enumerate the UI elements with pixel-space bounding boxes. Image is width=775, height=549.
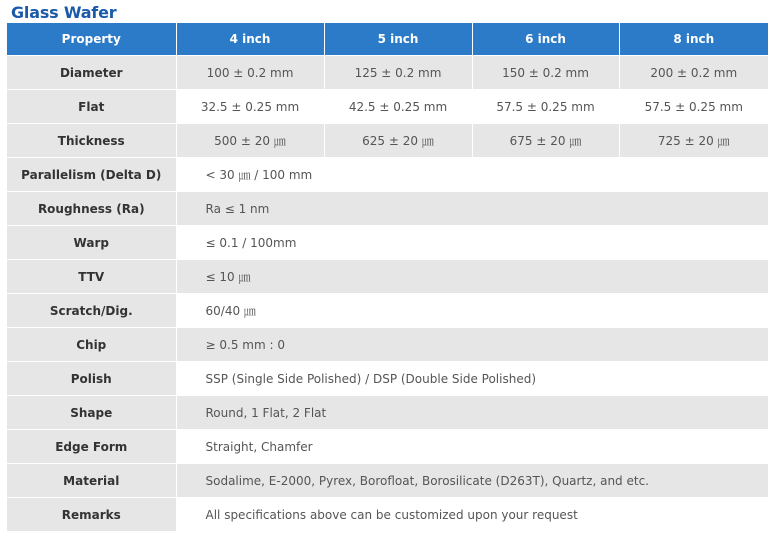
row-label: Chip: [7, 328, 176, 362]
table-row-remarks: [7, 498, 768, 532]
table-row-polish: [7, 362, 768, 396]
cell-value: 625 ± 20 ㎛: [324, 124, 472, 158]
header-8-inch: 8 inch: [619, 23, 768, 56]
table-row-ttv: [7, 260, 768, 294]
cell-value: Round, 1 Flat, 2 Flat: [176, 396, 768, 430]
table-header-row: [7, 23, 768, 56]
cell-value: 675 ± 20 ㎛: [472, 124, 619, 158]
table-row-material: [7, 464, 768, 498]
row-label: TTV: [7, 260, 176, 294]
cell-value: 57.5 ± 0.25 mm: [619, 90, 768, 124]
row-label: Warp: [7, 226, 176, 260]
row-label: Diameter: [7, 56, 176, 90]
cell-value: All specifications above can be customized upon your request: [176, 498, 768, 532]
cell-value: ≤ 0.1 / 100mm: [176, 226, 768, 260]
table-row-thickness: [7, 124, 768, 158]
row-label: Shape: [7, 396, 176, 430]
row-label: Thickness: [7, 124, 176, 158]
cell-value: 100 ± 0.2 mm: [176, 56, 324, 90]
cell-value: Sodalime, E-2000, Pyrex, Borofloat, Borosilicate (D263T), Quartz, and etc.: [176, 464, 768, 498]
cell-value: SSP (Single Side Polished) / DSP (Double Side Polished): [176, 362, 768, 396]
cell-value: 42.5 ± 0.25 mm: [324, 90, 472, 124]
cell-value: 150 ± 0.2 mm: [472, 56, 619, 90]
table-row-chip: [7, 328, 768, 362]
page-title: Glass Wafer: [11, 3, 117, 22]
header-6-inch: 6 inch: [472, 23, 619, 56]
row-label: Parallelism (Delta D): [7, 158, 176, 192]
table-row-scratch-dig: [7, 294, 768, 328]
table-row-roughness: [7, 192, 768, 226]
header-property: Property: [7, 23, 176, 56]
header-4-inch: 4 inch: [176, 23, 324, 56]
cell-value: < 30 ㎛ / 100 mm: [176, 158, 768, 192]
table-row-edge-form: [7, 430, 768, 464]
row-label: Edge Form: [7, 430, 176, 464]
cell-value: Ra ≤ 1 nm: [176, 192, 768, 226]
table-row-shape: [7, 396, 768, 430]
cell-value: 725 ± 20 ㎛: [619, 124, 768, 158]
cell-value: ≤ 10 ㎛: [176, 260, 768, 294]
row-label: Scratch/Dig.: [7, 294, 176, 328]
table-row-flat: [7, 90, 768, 124]
header-5-inch: 5 inch: [324, 23, 472, 56]
cell-value: Straight, Chamfer: [176, 430, 768, 464]
row-label: Roughness (Ra): [7, 192, 176, 226]
cell-value: 200 ± 0.2 mm: [619, 56, 768, 90]
table-row-warp: [7, 226, 768, 260]
cell-value: 57.5 ± 0.25 mm: [472, 90, 619, 124]
row-label: Remarks: [7, 498, 176, 532]
glass-wafer-spec-table: [7, 23, 768, 531]
table-row-parallelism: [7, 158, 768, 192]
cell-value: 32.5 ± 0.25 mm: [176, 90, 324, 124]
row-label: Material: [7, 464, 176, 498]
row-label: Polish: [7, 362, 176, 396]
cell-value: ≥ 0.5 mm : 0: [176, 328, 768, 362]
table-row-diameter: [7, 56, 768, 90]
cell-value: 125 ± 0.2 mm: [324, 56, 472, 90]
cell-value: 500 ± 20 ㎛: [176, 124, 324, 158]
row-label: Flat: [7, 90, 176, 124]
cell-value: 60/40 ㎛: [176, 294, 768, 328]
